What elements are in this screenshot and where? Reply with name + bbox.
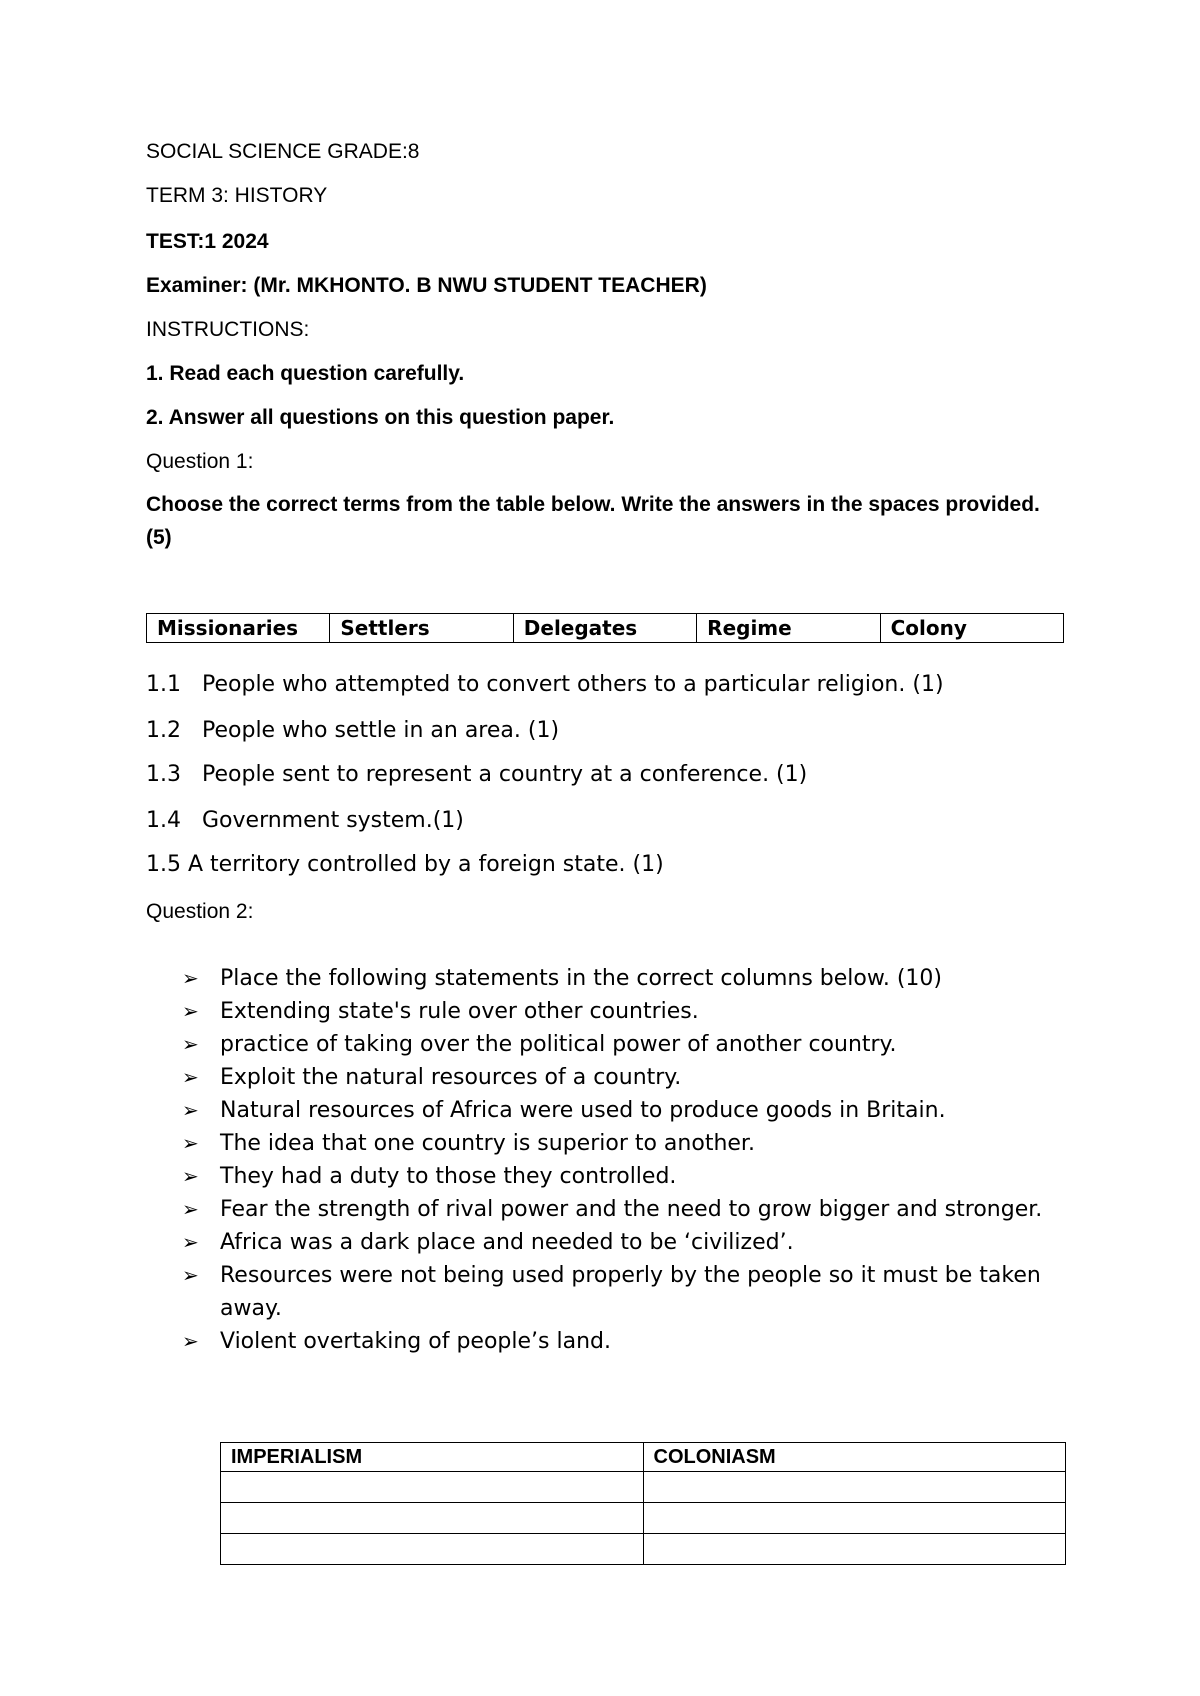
statement-text: practice of taking over the political power of another country. [220,1032,897,1057]
arrow-bullet-icon: ➢ [182,1065,199,1089]
question-item [146,808,464,833]
item-text: A territory controlled by a foreign state. (1) [188,852,664,877]
terms-table [146,613,1064,643]
statement-text: Fear the strength of rival power and the need to grow bigger and stronger. [220,1197,1043,1222]
statement-text: Place the following statements in the correct columns below. (10) [220,966,943,991]
statement-text: Extending state's rule over other countries. [220,999,699,1024]
term-cell: Regime [697,614,880,643]
arrow-bullet-icon: ➢ [182,1098,199,1122]
list-item [182,1094,1072,1127]
statement-list [182,962,1072,1358]
instruction-2: 2. Answer all questions on this question paper. [146,406,615,429]
term-cell: Colony [880,614,1063,643]
list-item [182,1226,1072,1259]
arrow-bullet-icon: ➢ [182,1032,199,1056]
arrow-bullet-icon: ➢ [182,1230,199,1254]
arrow-bullet-icon: ➢ [182,1329,199,1353]
item-text: People who attempted to convert others to a particular religion. (1) [202,672,944,697]
subject-heading: SOCIAL SCIENCE GRADE:8 [146,140,420,163]
item-number: 1.2 [146,718,181,743]
arrow-bullet-icon: ➢ [182,1164,199,1188]
item-number: 1.1 [146,672,181,697]
item-number: 1.5 [146,852,181,877]
item-text: Government system.(1) [202,808,464,833]
instructions-title: INSTRUCTIONS: [146,318,310,341]
table-row [221,1503,1066,1534]
statement-text: Resources were not being used properly by the people so it must be taken away. [220,1263,1041,1321]
arrow-bullet-icon: ➢ [182,999,199,1023]
question-item [146,718,559,743]
question2-title: Question 2: [146,900,254,923]
column-header-imperialism: IMPERIALISM [221,1443,644,1472]
answer-cell[interactable] [643,1534,1066,1565]
list-item [182,1061,1072,1094]
instruction-1: 1. Read each question carefully. [146,362,465,385]
question1-title: Question 1: [146,450,254,473]
statement-text: The idea that one country is superior to another. [220,1131,755,1156]
table-row [221,1472,1066,1503]
question1-prompt: Choose the correct terms from the table below. Write the answers in the spaces provided. (5) [146,493,1040,549]
list-item [182,1193,1072,1226]
question-item [146,852,664,877]
list-item [182,1160,1072,1193]
term-cell: Settlers [330,614,513,643]
answer-cell[interactable] [221,1503,644,1534]
test-heading: TEST:1 2024 [146,230,269,253]
list-item [182,1325,1072,1358]
answer-cell[interactable] [643,1472,1066,1503]
arrow-bullet-icon: ➢ [182,1131,199,1155]
list-item [182,1127,1072,1160]
question-item [146,672,944,697]
item-number: 1.4 [146,808,181,833]
statement-text: Exploit the natural resources of a country. [220,1065,682,1090]
list-item [182,962,1072,995]
answer-cell[interactable] [221,1534,644,1565]
column-header-coloniasm: COLONIASM [643,1443,1066,1472]
item-text: People sent to represent a country at a conference. (1) [202,762,808,787]
arrow-bullet-icon: ➢ [182,1263,199,1287]
item-text: People who settle in an area. (1) [202,718,560,743]
term-cell: Missionaries [147,614,330,643]
question-item [146,762,807,787]
statement-text: Violent overtaking of people’s land. [220,1329,611,1354]
statement-text: Natural resources of Africa were used to produce goods in Britain. [220,1098,946,1123]
statement-text: Africa was a dark place and needed to be ‘civilized’. [220,1230,794,1255]
list-item [182,1028,1072,1061]
examiner-line: Examiner: (Mr. MKHONTO. B NWU STUDENT TEACHER) [146,274,707,297]
answer-cell[interactable] [643,1503,1066,1534]
item-number: 1.3 [146,762,181,787]
arrow-bullet-icon: ➢ [182,1197,199,1221]
term-heading: TERM 3: HISTORY [146,184,328,207]
table-row [221,1534,1066,1565]
term-cell: Delegates [513,614,696,643]
answer-columns-table [220,1442,1066,1565]
list-item [182,1259,1072,1325]
statement-text: They had a duty to those they controlled. [220,1164,677,1189]
list-item [182,995,1072,1028]
arrow-bullet-icon: ➢ [182,966,199,990]
answer-cell[interactable] [221,1472,644,1503]
